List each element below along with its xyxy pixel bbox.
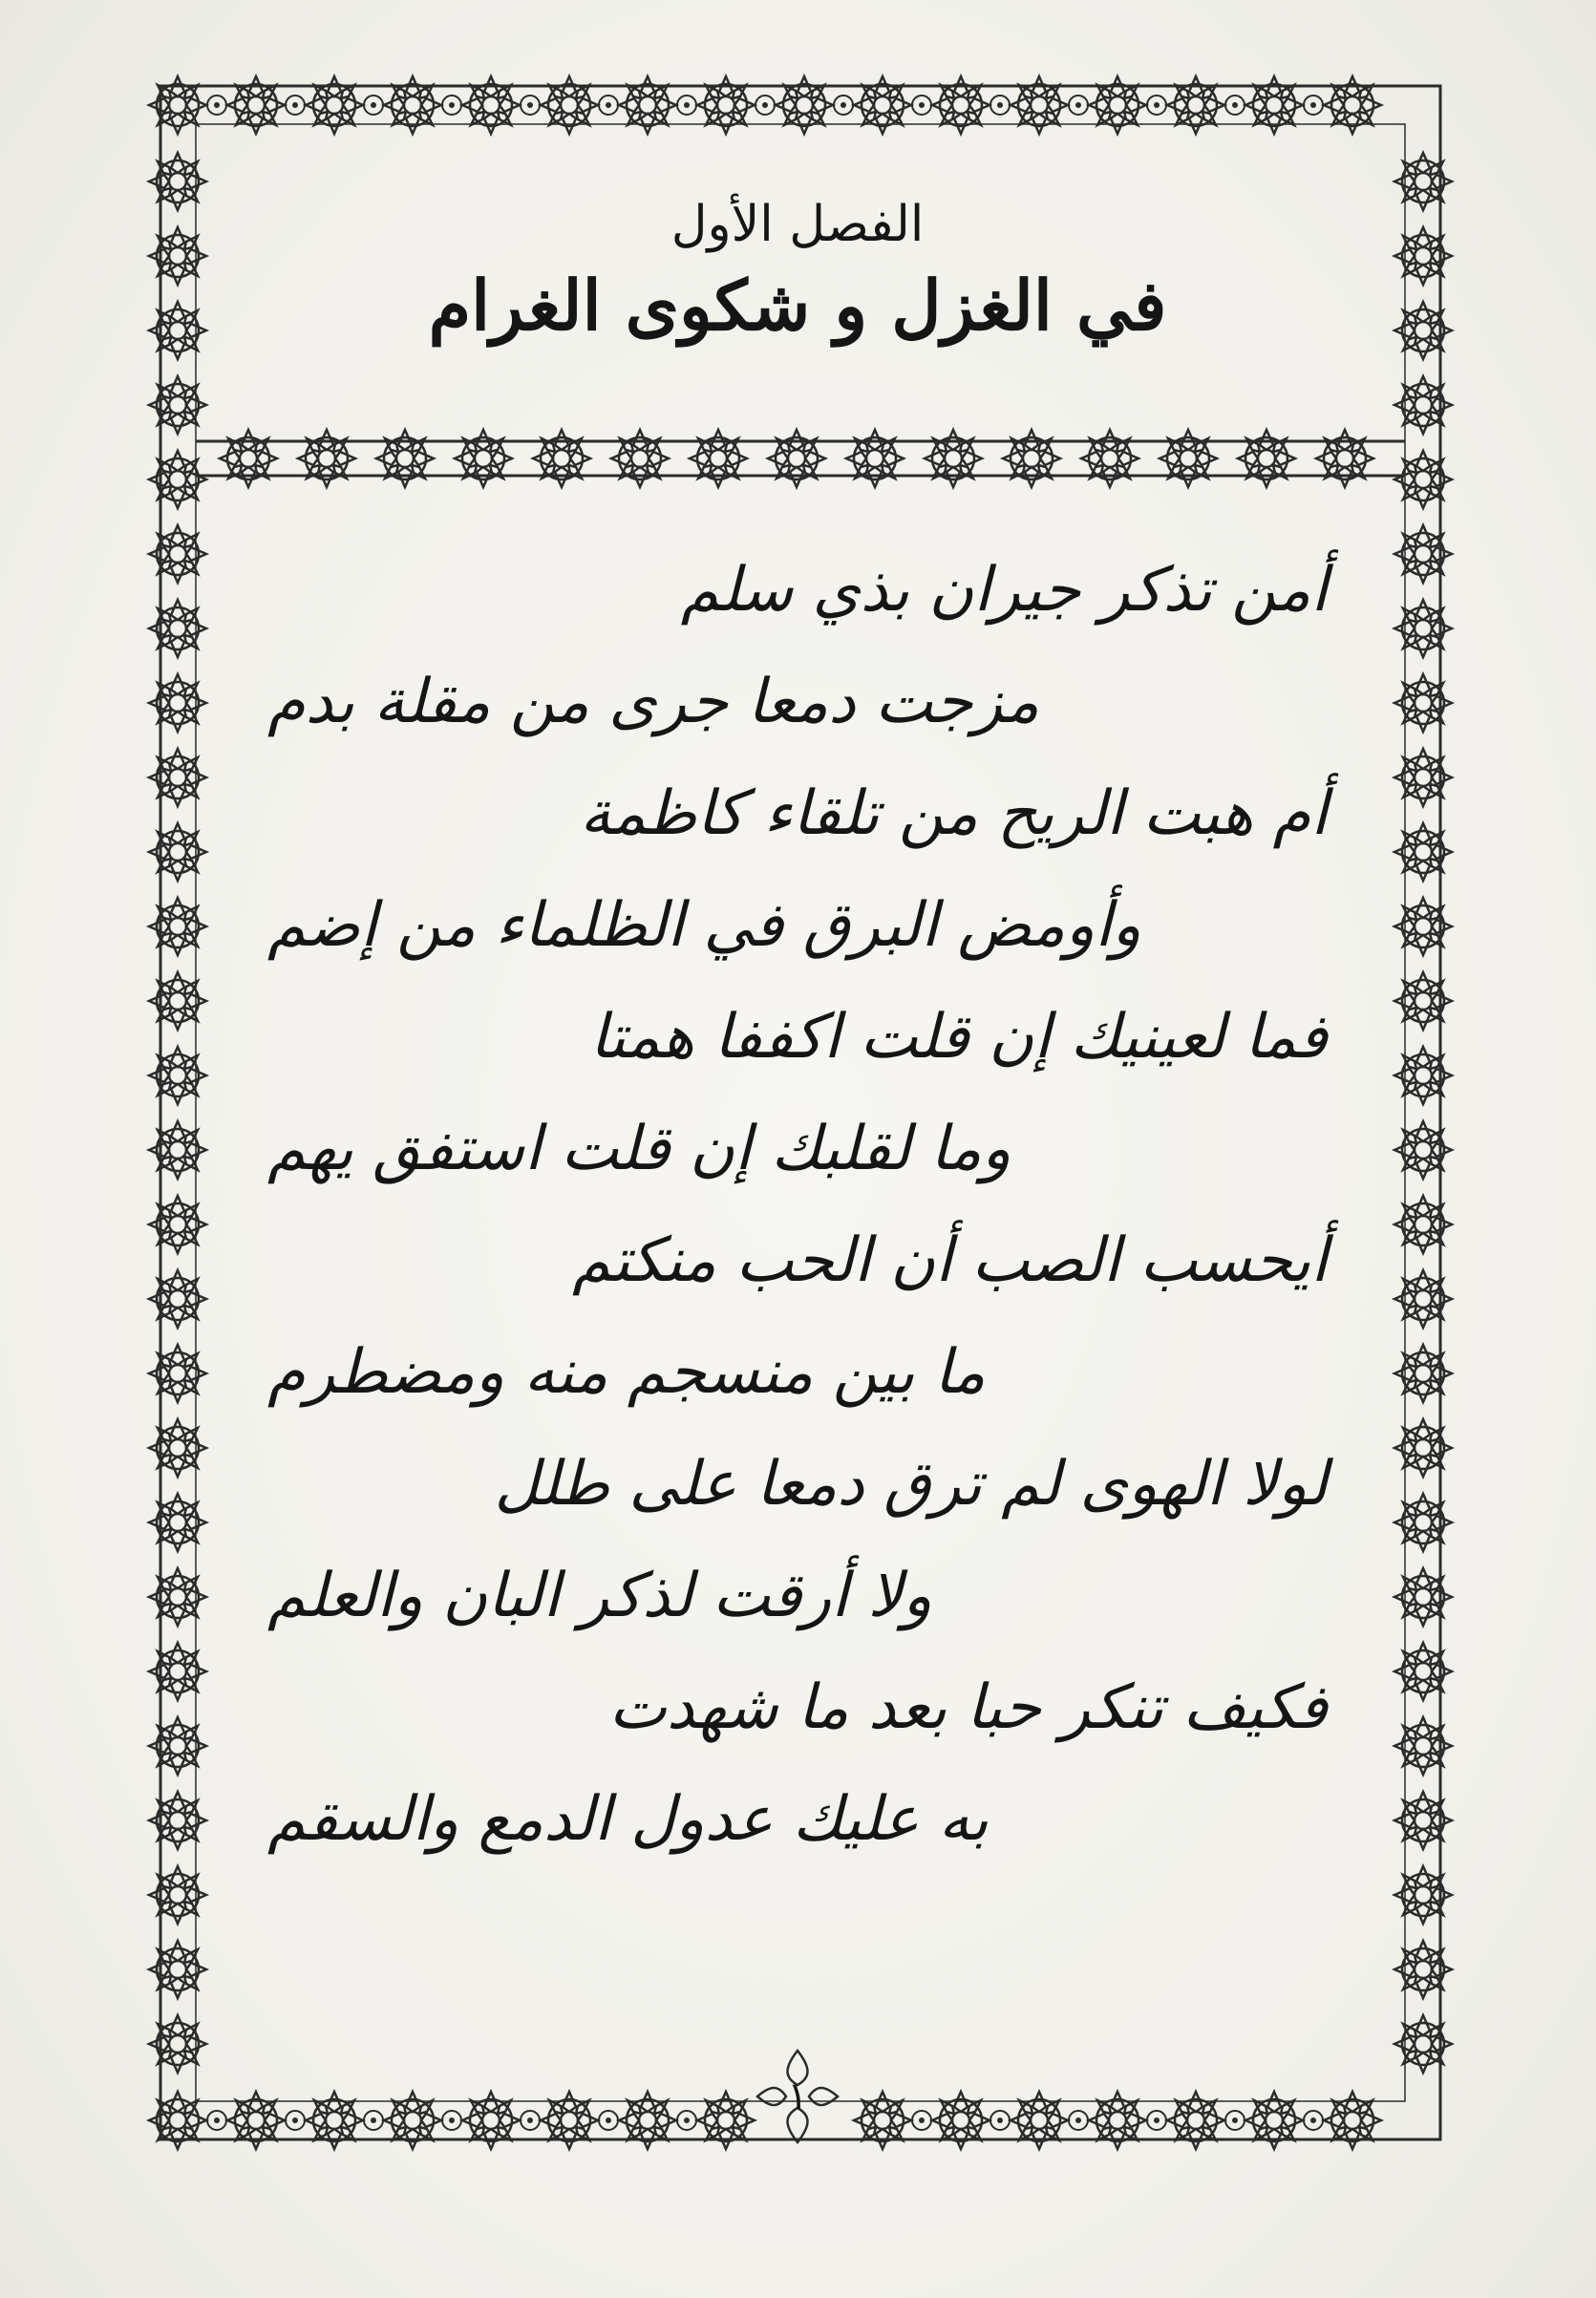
floral-star-icon [1394, 302, 1452, 359]
floral-star-icon [533, 430, 590, 487]
floral-dot-icon [207, 96, 226, 115]
floral-star-icon [306, 76, 363, 134]
floral-star-icon [1394, 376, 1452, 434]
floral-star-icon [932, 76, 990, 134]
floral-star-icon [1394, 1345, 1452, 1402]
floral-star-icon [149, 972, 206, 1030]
floral-star-icon [1394, 1270, 1452, 1328]
floral-dot-icon [1225, 2111, 1245, 2130]
floral-star-icon [149, 823, 206, 881]
floral-star-icon [149, 302, 206, 359]
floral-star-icon [149, 2092, 206, 2149]
floral-dot-icon [364, 2111, 383, 2130]
chapter-label: الفصل الأول [670, 196, 925, 253]
floral-star-icon [768, 430, 825, 487]
floral-star-icon [1160, 430, 1217, 487]
floral-star-icon [541, 76, 598, 134]
page-number: ١ [787, 2075, 808, 2118]
floral-dot-icon [834, 96, 853, 115]
floral-dot-icon [990, 2111, 1010, 2130]
floral-star-icon [149, 1270, 206, 1328]
floral-star-icon [932, 2092, 990, 2149]
floral-star-icon [149, 1866, 206, 1924]
floral-star-icon [149, 2015, 206, 2073]
floral-star-icon [227, 76, 285, 134]
floral-star-icon [1394, 1643, 1452, 1700]
floral-star-icon [1394, 1568, 1452, 1626]
floral-star-icon [925, 430, 982, 487]
floral-dot-icon [599, 2111, 618, 2130]
floral-dot-icon [1069, 2111, 1088, 2130]
floral-star-icon [1167, 2092, 1224, 2149]
floral-star-icon [149, 1568, 206, 1626]
floral-star-icon [306, 2092, 363, 2149]
floral-star-icon [1394, 749, 1452, 806]
floral-star-icon [1167, 76, 1224, 134]
floral-star-icon [149, 749, 206, 806]
floral-star-icon [697, 76, 755, 134]
floral-dot-icon [286, 96, 305, 115]
floral-star-icon [384, 76, 441, 134]
verse-line: وأومض البرق في الظلماء من إضم [267, 890, 1141, 961]
floral-star-icon [149, 76, 206, 134]
floral-star-icon [1394, 823, 1452, 881]
floral-star-icon [149, 1121, 206, 1179]
floral-star-icon [619, 76, 676, 134]
floral-star-icon [298, 430, 355, 487]
floral-star-icon [776, 76, 833, 134]
floral-star-icon [1394, 1494, 1452, 1551]
floral-dot-icon [755, 96, 775, 115]
floral-star-icon [149, 674, 206, 732]
floral-star-icon [1394, 600, 1452, 657]
floral-dot-icon [521, 96, 540, 115]
chapter-title: في الغزل و شكوى الغرام [428, 265, 1167, 346]
floral-star-icon [1394, 1792, 1452, 1849]
floral-star-icon [1394, 1047, 1452, 1104]
verse-line: لولا الهوى لم ترق دمعا على طلل [494, 1449, 1328, 1520]
floral-star-icon [1324, 76, 1381, 134]
floral-star-icon [149, 451, 206, 508]
floral-dot-icon [1304, 96, 1323, 115]
floral-dot-icon [207, 2111, 226, 2130]
verse-line: ما بين منسجم منه ومضطرم [267, 1337, 986, 1408]
floral-star-icon [541, 2092, 598, 2149]
floral-star-icon [619, 2092, 676, 2149]
floral-star-icon [149, 600, 206, 657]
floral-dot-icon [442, 2111, 461, 2130]
floral-star-icon [149, 1494, 206, 1551]
floral-star-icon [1089, 76, 1146, 134]
floral-star-icon [1394, 153, 1452, 210]
floral-dot-icon [1304, 2111, 1323, 2130]
floral-star-icon [149, 1345, 206, 1402]
floral-star-icon [1394, 1196, 1452, 1253]
floral-star-icon [1324, 2092, 1381, 2149]
floral-star-icon [1011, 2092, 1068, 2149]
floral-star-icon [227, 2092, 285, 2149]
floral-dot-icon [286, 2111, 305, 2130]
verse-line: أيحسب الصب أن الحب منكتم [572, 1225, 1328, 1296]
floral-dot-icon [599, 96, 618, 115]
floral-star-icon [149, 898, 206, 955]
verse-line: وما لقلبك إن قلت استفق يهم [267, 1114, 1011, 1184]
poem-verses [267, 535, 1328, 1876]
floral-dot-icon [1225, 96, 1245, 115]
floral-star-icon [149, 1643, 206, 1700]
floral-star-icon [149, 376, 206, 434]
floral-star-icon [1394, 898, 1452, 955]
floral-star-icon [1394, 451, 1452, 508]
floral-star-icon [1394, 674, 1452, 732]
floral-dot-icon [364, 96, 383, 115]
floral-star-icon [1394, 2015, 1452, 2073]
floral-star-icon [690, 430, 747, 487]
floral-star-icon [1245, 76, 1303, 134]
floral-star-icon [1245, 2092, 1303, 2149]
floral-star-icon [149, 1941, 206, 1998]
floral-star-icon [854, 76, 911, 134]
floral-star-icon [149, 1792, 206, 1849]
floral-star-icon [1394, 1419, 1452, 1477]
floral-dot-icon [521, 2111, 540, 2130]
floral-star-icon [455, 430, 512, 487]
floral-star-icon [1316, 430, 1373, 487]
verse-line: ولا أرقت لذكر البان والعلم [267, 1561, 932, 1631]
floral-dot-icon [442, 96, 461, 115]
floral-star-icon [1394, 1866, 1452, 1924]
floral-dot-icon [912, 96, 931, 115]
floral-star-icon [1003, 430, 1060, 487]
chapter-header [229, 191, 1366, 353]
floral-dot-icon [677, 96, 696, 115]
floral-star-icon [149, 1419, 206, 1477]
floral-star-icon [220, 430, 277, 487]
floral-star-icon [1089, 2092, 1146, 2149]
floral-star-icon [1394, 1941, 1452, 1998]
floral-star-icon [462, 76, 520, 134]
floral-star-icon [846, 430, 904, 487]
floral-star-icon [384, 2092, 441, 2149]
floral-star-icon [1394, 1121, 1452, 1179]
floral-star-icon [611, 430, 669, 487]
floral-star-icon [1081, 430, 1138, 487]
floral-star-icon [1394, 1717, 1452, 1775]
floral-star-icon [462, 2092, 520, 2149]
floral-star-icon [1238, 430, 1295, 487]
floral-dot-icon [990, 96, 1010, 115]
floral-star-icon [149, 1047, 206, 1104]
verse-line: فما لعينيك إن قلت اكففا همتا [589, 1002, 1328, 1073]
floral-dot-icon [1147, 96, 1166, 115]
floral-dot-icon [677, 2111, 696, 2130]
floral-star-icon [1011, 76, 1068, 134]
verse-line: فكيف تنكر حبا بعد ما شهدت [608, 1672, 1328, 1743]
floral-star-icon [149, 227, 206, 285]
verse-line: مزجت دمعا جرى من مقلة بدم [267, 667, 1040, 737]
floral-star-icon [697, 2092, 755, 2149]
floral-star-icon [149, 525, 206, 583]
floral-star-icon [376, 430, 434, 487]
floral-dot-icon [1069, 96, 1088, 115]
floral-dot-icon [1147, 2111, 1166, 2130]
page-number-badge [755, 2049, 841, 2144]
floral-dot-icon [912, 2111, 931, 2130]
floral-star-icon [149, 153, 206, 210]
floral-star-icon [854, 2092, 911, 2149]
verse-line: أم هبت الريح من تلقاء كاظمة [580, 778, 1328, 849]
verse-line: أمن تذكر جيران بذي سلم [680, 555, 1328, 626]
floral-star-icon [149, 1717, 206, 1775]
floral-star-icon [1394, 972, 1452, 1030]
floral-star-icon [1394, 227, 1452, 285]
verse-line: به عليك عدول الدمع والسقم [267, 1784, 989, 1855]
floral-star-icon [149, 1196, 206, 1253]
floral-star-icon [1394, 525, 1452, 583]
